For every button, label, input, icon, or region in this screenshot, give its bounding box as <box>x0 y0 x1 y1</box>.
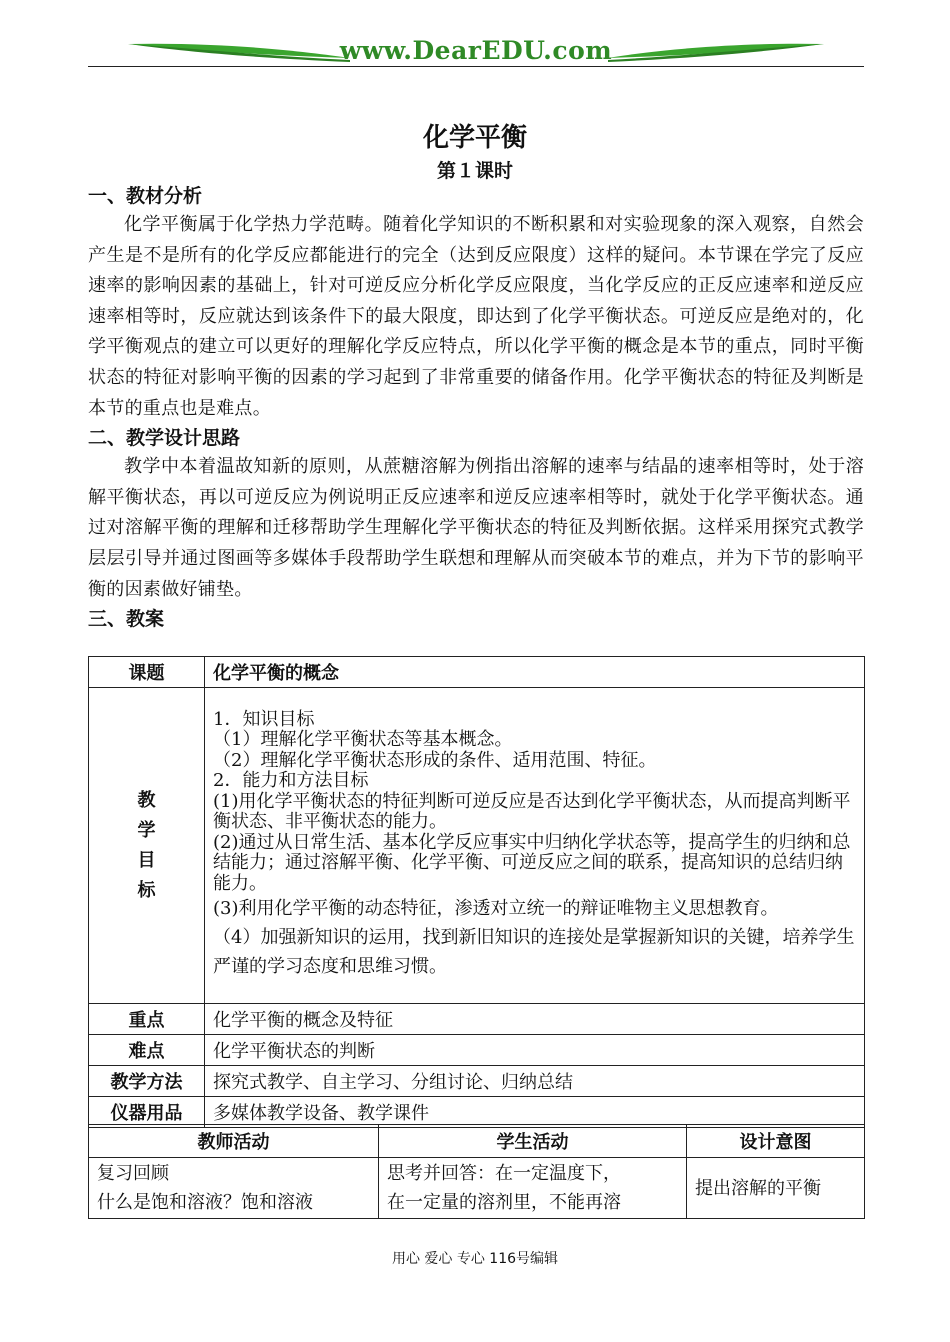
student-line: 在一定量的溶剂里，不能再溶 <box>387 1192 621 1213</box>
key-point-value: 化学平衡的概念及特征 <box>205 1004 865 1035</box>
difficulty-label: 难点 <box>89 1035 205 1066</box>
lesson-plan-table <box>88 656 865 1128</box>
site-banner <box>88 34 864 70</box>
method-value: 探究式教学、自主学习、分组讨论、归纳总结 <box>205 1066 865 1097</box>
student-line: 思考并回答：在一定温度下， <box>387 1163 621 1184</box>
student-activity-cell <box>379 1158 687 1219</box>
student-activity-header: 学生活动 <box>379 1125 687 1158</box>
goal-line: (1)用化学平衡状态的特征判断可逆反应是否达到化学平衡状态，从而提高判断平衡状态、非平衡状态的能力。 <box>213 790 851 833</box>
goals-label-char: 学 <box>137 819 156 841</box>
section-paragraph-2: 教学中本着温故知新的原则，从蔗糖溶解为例指出溶解的速率与结晶的速率相等时，处于溶解平衡状态，再以可逆反应为例说明正反应速率和逆反应速率相等时，就处于化学平衡状态。通过对溶解平衡的理解和迁移帮助学生理解化学平衡状态的特征及判断依据。这样采用探究式教学层层引导并通过图画等多媒体手段帮助学生联想和理解从而突破本节的难点，并为下节的影响平衡的因素做好铺垫。 <box>88 456 864 600</box>
header-rule <box>88 66 864 67</box>
section-heading-1: 一、教材分析 <box>88 185 203 207</box>
page-footer: 用心 爱心 专心 116号编辑 <box>391 1251 559 1267</box>
goals-label-char: 教 <box>137 789 156 811</box>
teacher-line: 什么是饱和溶液？饱和溶液 <box>97 1192 313 1213</box>
goals-label <box>89 688 205 1004</box>
goal-line: （2）理解化学平衡状态形成的条件、适用范围、特征。 <box>213 749 657 771</box>
design-intent-cell: 提出溶解的平衡 <box>687 1158 865 1219</box>
page-title: 化学平衡 <box>422 123 527 153</box>
goal-line: 1．知识目标 <box>213 708 315 730</box>
equipment-label: 仪器用品 <box>89 1097 205 1128</box>
section-heading-2: 二、教学设计思路 <box>88 427 241 450</box>
goal-line: (3)利用化学平衡的动态特征，渗透对立统一的辩证唯物主义思想教育。 <box>213 898 779 920</box>
teacher-line: 复习回顾 <box>97 1163 169 1184</box>
goal-line: （4）加强新知识的运用，找到新旧知识的连接处是掌握新知识的关键，培养学生严谨的学习态度和思维习惯。 <box>213 927 855 978</box>
activity-table <box>88 1124 865 1219</box>
goal-line: (2)通过从日常生活、基本化学反应事实中归纳化学状态等，提高学生的归纳和总结能力；通过溶解平衡、化学平衡、可逆反应之间的联系，提高知识的总结归纳能力。 <box>213 831 851 894</box>
teacher-activity-cell <box>89 1158 379 1219</box>
section-heading-3: 三、教案 <box>88 608 165 631</box>
key-point-label: 重点 <box>89 1004 205 1035</box>
site-url: www.DearEDU.com <box>339 36 613 65</box>
topic-value: 化学平衡的概念 <box>205 657 865 688</box>
goal-line: 2．能力和方法目标 <box>213 770 369 792</box>
method-label: 教学方法 <box>89 1066 205 1097</box>
page-subtitle: 第１课时 <box>436 160 513 182</box>
teacher-activity-header: 教师活动 <box>89 1125 379 1158</box>
difficulty-value: 化学平衡状态的判断 <box>205 1035 865 1066</box>
goals-label-char: 标 <box>137 879 156 901</box>
section-paragraph-1: 化学平衡属于化学热力学范畴。随着化学知识的不断积累和对实验现象的深入观察，自然会产生是不是所有的化学反应都能进行的完全（达到反应限度）这样的疑问。本节课在学完了反应速率的影响因素的基础上，针对可逆反应分析化学反应限度，当化学反应的正反应速率和逆反应速率相等时，反应就达到该条件下的最大限度，即达到了化学平衡状态。可逆反应是绝对的，化学平衡观点的建立可以更好的理解化学反应特点，所以化学平衡的概念是本节的重点，同时平衡状态的特征对影响平衡的因素的学习起到了非常重要的储备作用。化学平衡状态的特征及判断是本节的重点也是难点。 <box>88 214 864 419</box>
topic-label: 课题 <box>89 657 205 688</box>
goals-label-char: 目 <box>137 849 156 871</box>
design-intent-header: 设计意图 <box>687 1125 865 1158</box>
equipment-value: 多媒体教学设备、教学课件 <box>205 1097 865 1128</box>
body-content <box>88 182 864 633</box>
goals-content <box>205 688 865 1004</box>
goal-line: （1）理解化学平衡状态等基本概念。 <box>213 729 513 751</box>
